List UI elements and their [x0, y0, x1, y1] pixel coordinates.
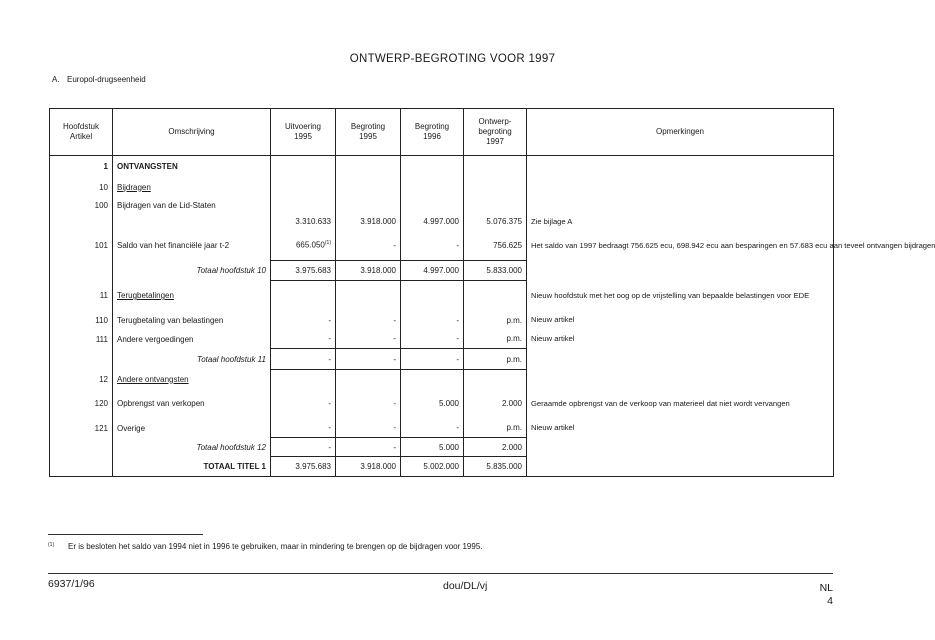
cell-remark	[527, 261, 834, 281]
table-row	[50, 213, 834, 231]
cell	[271, 156, 336, 177]
cell	[401, 370, 464, 389]
cell	[527, 177, 834, 198]
row-code	[50, 213, 113, 231]
page-title: ONTWERP-BEGROTING VOOR 1997	[349, 53, 556, 65]
cell-ontwerp-1997: 2.000	[464, 438, 527, 457]
row-code	[50, 261, 113, 281]
table-header-row	[50, 109, 834, 156]
footer-divider	[48, 573, 833, 574]
cell-uitvoering-1995: 3.310.633	[271, 213, 336, 231]
cell-begroting-1995: -	[336, 311, 401, 330]
author-initials: dou/DL/vj	[443, 580, 488, 592]
cell-uitvoering-1995: 3.975.683	[271, 261, 336, 281]
row-code: 111	[50, 330, 113, 349]
cell	[527, 198, 834, 213]
row-description: Opbrengst van verkopen	[113, 389, 271, 419]
cell	[401, 156, 464, 177]
table-row	[50, 198, 834, 213]
cell	[336, 177, 401, 198]
row-description: ONTVANGSTEN	[113, 156, 271, 177]
cell-begroting-1995: -	[336, 349, 401, 370]
table-row	[50, 177, 834, 198]
row-code: 100	[50, 198, 113, 213]
footnote	[48, 542, 848, 551]
cell-uitvoering-1995: -	[271, 330, 336, 349]
row-code	[50, 438, 113, 457]
footnote-reference: (1)	[324, 240, 331, 247]
section-letter: A.	[52, 75, 60, 84]
cell	[527, 370, 834, 389]
cell-ontwerp-1997: 2.000	[464, 389, 527, 419]
cell-remark: Het saldo van 1997 bedraagt 756.625 ecu, 698.942 ecu aan besparingen en 57.683 ecu aan teveel ontvangen bijdragen	[527, 231, 834, 261]
table-row	[50, 349, 834, 370]
row-description: Bijdragen	[113, 177, 271, 198]
cell-begroting-1995: -	[336, 389, 401, 419]
cell-begroting-1996: -	[401, 419, 464, 438]
footnote-text: Er is besloten het saldo van 1994 niet in 1996 te gebruiken, maar in mindering te brengen op de bijdragen voor 1995.	[68, 542, 483, 551]
cell-uitvoering-1995: -	[271, 349, 336, 370]
section-name: Europol-drugseenheid	[67, 75, 146, 84]
row-description: Overige	[113, 419, 271, 438]
cell-ontwerp-1997: p.m.	[464, 349, 527, 370]
table-row	[50, 281, 834, 311]
table-row-grand-total	[50, 457, 834, 477]
cell	[336, 156, 401, 177]
row-code: 11	[50, 281, 113, 311]
header-description: Omschrijving	[113, 109, 271, 156]
cell-uitvoering-1995: -	[271, 311, 336, 330]
page-info	[820, 582, 833, 608]
cell-begroting-1996: -	[401, 231, 464, 261]
cell-begroting-1995: -	[336, 438, 401, 457]
cell	[527, 156, 834, 177]
header-begroting-1995: Begroting 1995	[336, 109, 401, 156]
table-row	[50, 261, 834, 281]
cell-begroting-1995: 3.918.000	[336, 261, 401, 281]
cell	[401, 177, 464, 198]
section-heading	[52, 75, 146, 84]
header-uitvoering-1995: Uitvoering 1995	[271, 109, 336, 156]
cell-begroting-1996: 5.000	[401, 389, 464, 419]
cell-remark	[527, 438, 834, 457]
row-description	[113, 213, 271, 231]
table-row	[50, 231, 834, 261]
cell-remark: Nieuw artikel	[527, 330, 834, 349]
cell-remark: Nieuw artikel	[527, 419, 834, 438]
cell-begroting-1996: -	[401, 349, 464, 370]
cell-ontwerp-1997: 5.835.000	[464, 457, 527, 477]
cell	[464, 198, 527, 213]
table-row	[50, 311, 834, 330]
cell-ontwerp-1997: p.m.	[464, 311, 527, 330]
header-begroting-1996: Begroting 1996	[401, 109, 464, 156]
header-remarks: Opmerkingen	[527, 109, 834, 156]
row-code	[50, 457, 113, 477]
cell-begroting-1995: -	[336, 231, 401, 261]
table-row	[50, 438, 834, 457]
cell-begroting-1996: 4.997.000	[401, 261, 464, 281]
row-description: Andere vergoedingen	[113, 330, 271, 349]
row-total-label: Totaal hoofdstuk 10	[113, 261, 271, 281]
cell-ontwerp-1997: 5.076.375	[464, 213, 527, 231]
cell	[464, 177, 527, 198]
cell-uitvoering-1995: -	[271, 419, 336, 438]
cell-begroting-1996: 4.997.000	[401, 213, 464, 231]
page-number: 4	[827, 595, 833, 607]
cell-ontwerp-1997: p.m.	[464, 330, 527, 349]
row-description: Bijdragen van de Lid-Staten	[113, 198, 271, 213]
cell-begroting-1996: -	[401, 330, 464, 349]
row-description: Andere ontvangsten	[113, 370, 271, 389]
row-total-label: TOTAAL TITEL 1	[113, 457, 271, 477]
document-reference: 6937/1/96	[48, 578, 95, 590]
cell	[401, 198, 464, 213]
row-code: 1	[50, 156, 113, 177]
cell-uitvoering-1995: 3.975.683	[271, 457, 336, 477]
row-description: Terugbetalingen	[113, 281, 271, 311]
cell-begroting-1995: -	[336, 419, 401, 438]
footnote-mark: (1)	[48, 542, 55, 548]
header-ontwerp-1997: Ontwerp- begroting 1997	[464, 109, 527, 156]
cell-begroting-1996: 5.002.000	[401, 457, 464, 477]
cell	[464, 281, 527, 311]
table-row	[50, 156, 834, 177]
cell	[336, 198, 401, 213]
row-code: 120	[50, 389, 113, 419]
row-total-label: Totaal hoofdstuk 11	[113, 349, 271, 370]
cell-ontwerp-1997: 756.625	[464, 231, 527, 261]
cell	[336, 281, 401, 311]
cell-begroting-1995: -	[336, 330, 401, 349]
language-code: NL	[819, 582, 833, 594]
row-code: 10	[50, 177, 113, 198]
row-code: 101	[50, 231, 113, 261]
header-code: Hoofdstuk Artikel	[50, 109, 113, 156]
cell	[271, 370, 336, 389]
cell-remark: Nieuw hoofdstuk met het oog op de vrijstelling van bepaalde belastingen voor EDE	[527, 281, 834, 311]
cell-begroting-1996: -	[401, 311, 464, 330]
cell-uitvoering-1995: -	[271, 389, 336, 419]
cell	[271, 177, 336, 198]
row-code: 12	[50, 370, 113, 389]
row-code: 110	[50, 311, 113, 330]
cell-ontwerp-1997: 5.833.000	[464, 261, 527, 281]
cell-remark: Nieuw artikel	[527, 311, 834, 330]
cell-remark	[527, 349, 834, 370]
row-code: 121	[50, 419, 113, 438]
footnote-divider	[48, 534, 203, 535]
cell-uitvoering-1995: -	[271, 438, 336, 457]
table-row	[50, 330, 834, 349]
row-total-label: Totaal hoofdstuk 12	[113, 438, 271, 457]
row-description: Terugbetaling van belastingen	[113, 311, 271, 330]
table-row	[50, 370, 834, 389]
budget-table	[49, 108, 935, 477]
cell	[401, 281, 464, 311]
cell-ontwerp-1997: p.m.	[464, 419, 527, 438]
cell-begroting-1996: 5.000	[401, 438, 464, 457]
table-row	[50, 419, 834, 438]
cell-remark: Geraamde opbrengst van de verkoop van materieel dat niet wordt vervangen	[527, 389, 834, 419]
cell-begroting-1995: 3.918.000	[336, 457, 401, 477]
cell	[464, 156, 527, 177]
row-code	[50, 349, 113, 370]
cell	[271, 198, 336, 213]
cell	[464, 370, 527, 389]
cell	[336, 370, 401, 389]
cell	[271, 281, 336, 311]
cell-begroting-1995: 3.918.000	[336, 213, 401, 231]
row-description: Saldo van het financiële jaar t-2	[113, 231, 271, 261]
table-row	[50, 389, 834, 419]
cell-remark: Zie bijlage A	[527, 213, 834, 231]
cell-remark	[527, 457, 834, 477]
cell-uitvoering-1995: 665.050$^{(1)}$	[271, 231, 336, 261]
